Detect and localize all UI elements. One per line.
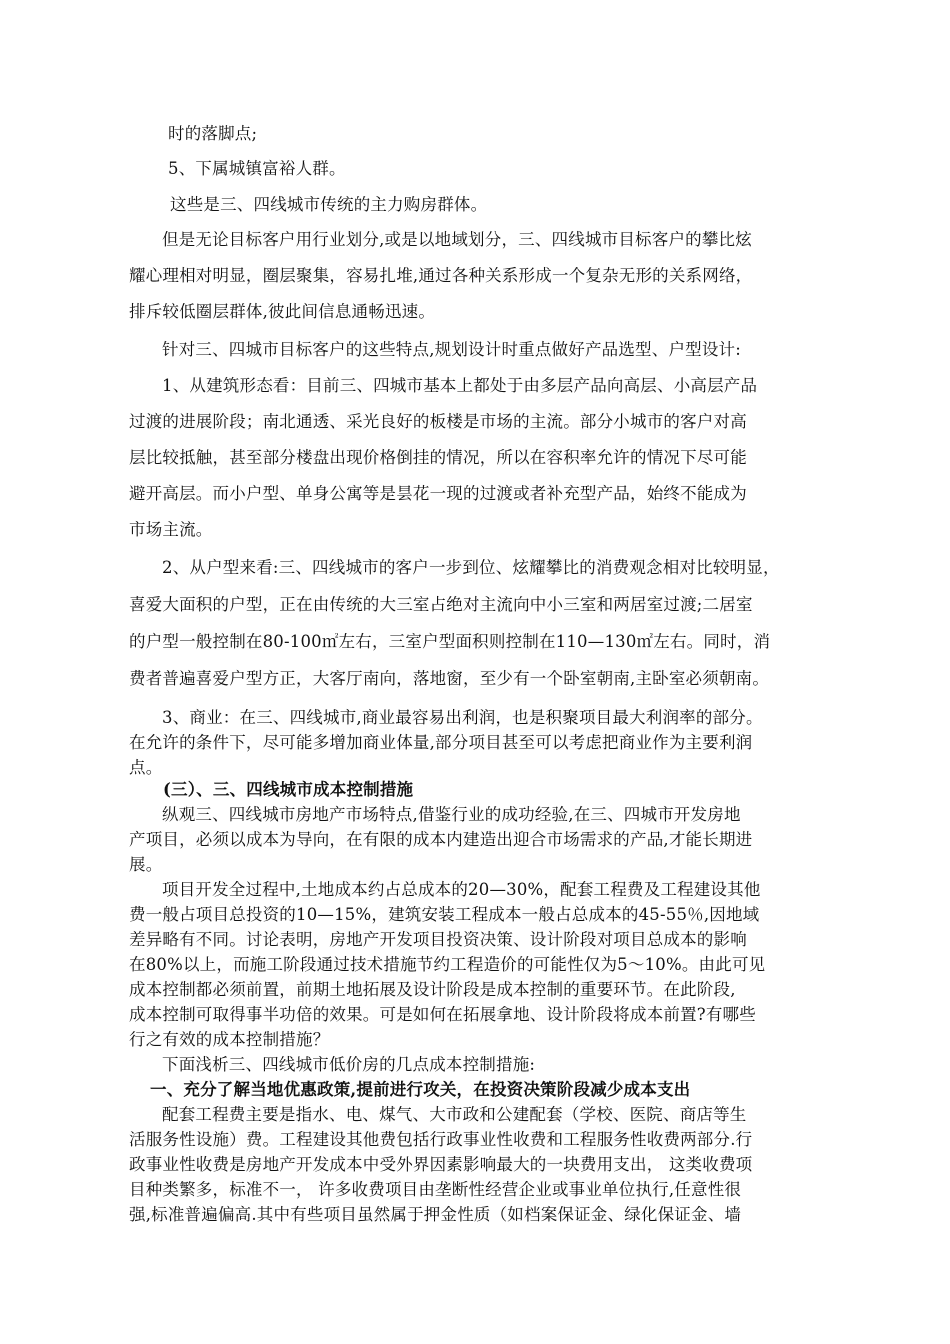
text-line: 成本控制都必须前置，前期土地拓展及设计阶段是成本控制的重要环节。在此阶段,	[129, 980, 736, 999]
text-line: 费者普遍喜爱户型方正，大客厅南向，落地窗，至少有一个卧室朝南,主卧室必须朝南。	[129, 669, 770, 688]
text-line: 过渡的进展阶段；南北通透、采光良好的板楼是市场的主流。部分小城市的客户对高	[129, 412, 747, 431]
text-line: 差异略有不同。讨论表明，房地产开发项目投资决策、设计阶段对项目总成本的影响	[129, 930, 747, 949]
text-line: 5、下属城镇富裕人群。	[168, 159, 346, 178]
text-line: 避开高层。而小户型、单身公寓等是昙花一现的过渡或者补充型产品，始终不能成为	[129, 484, 747, 503]
section-heading: 一、充分了解当地优惠政策,提前进行攻关，在投资决策阶段减少成本支出	[150, 1080, 691, 1099]
text-line: 针对三、四城市目标客户的这些特点,规划设计时重点做好产品选型、户型设计:	[162, 340, 742, 359]
text-line: 项目开发全过程中,土地成本约占总成本的20—30%，配套工程费及工程建设其他	[162, 880, 761, 899]
text-line: 的户型一般控制在80-100㎡左右，三室户型面积则控制在110—130㎡左右。同时，消	[129, 632, 771, 651]
text-line: 纵观三、四线城市房地产市场特点,借鉴行业的成功经验,在三、四城市开发房地	[162, 805, 741, 824]
text-line: 2、从户型来看:三、四线城市的客户一步到位、炫耀攀比的消费观念相对比较明显，	[162, 558, 780, 577]
text-line: 目种类繁多，标准不一， 许多收费项目由垄断性经营企业或事业单位执行,任意性很	[129, 1180, 742, 1199]
text-line: 市场主流。	[129, 520, 213, 539]
text-line: 层比较抵触，甚至部分楼盘出现价格倒挂的情况，所以在容积率允许的情况下尽可能	[129, 448, 747, 467]
text-line: 活服务性设施）费。工程建设其他费包括行政事业性收费和工程服务性收费两部分.行	[129, 1130, 753, 1149]
text-line: 产项目，必须以成本为导向，在有限的成本内建造出迎合市场需求的产品,才能长期进	[129, 830, 753, 849]
text-line: 费一般占项目总投资的10—15%，建筑安装工程成本一般占总成本的45-55％,因地域	[129, 905, 760, 924]
text-line: 1、从建筑形态看：目前三、四城市基本上都处于由多层产品向高层、小高层产品	[162, 376, 758, 395]
text-line: 在允许的条件下，尽可能多增加商业体量,部分项目甚至可以考虑把商业作为主要利润	[129, 733, 753, 752]
text-line: 排斥较低圈层群体,彼此间信息通畅迅速。	[129, 302, 436, 321]
section-heading: (三）、三、四线城市成本控制措施	[163, 780, 414, 799]
text-line: 耀心理相对明显，圈层聚集，容易扎堆,通过各种关系形成一个复杂无形的关系网络，	[129, 266, 753, 285]
text-line: 喜爱大面积的户型，正在由传统的大三室占绝对主流向中小三室和两居室过渡;二居室	[129, 595, 753, 614]
text-line: 配套工程费主要是指水、电、煤气、大市政和公建配套（学校、医院、商店等生	[162, 1105, 747, 1124]
text-line: 行之有效的成本控制措施？	[129, 1030, 330, 1049]
text-line: 3、商业：在三、四线城市,商业最容易出利润，也是积聚项目最大利润率的部分。	[162, 708, 763, 727]
text-line: 强,标准普遍偏高.其中有些项目虽然属于押金性质（如档案保证金、绿化保证金、墙	[129, 1205, 742, 1224]
text-line: 成本控制可取得事半功倍的效果。可是如何在拓展拿地、设计阶段将成本前置?有哪些	[129, 1005, 756, 1024]
text-line: 这些是三、四线城市传统的主力购房群体。	[170, 195, 488, 214]
text-line: 展。	[129, 855, 163, 874]
text-line: 点。	[129, 758, 163, 777]
text-line: 时的落脚点;	[168, 124, 258, 143]
text-line: 但是无论目标客户用行业划分,或是以地域划分，三、四线城市目标客户的攀比炫	[162, 230, 752, 249]
text-line: 在80%以上，而施工阶段通过技术措施节约工程造价的可能性仅为5～10%。由此可见	[129, 955, 766, 974]
text-line: 下面浅析三、四线城市低价房的几点成本控制措施:	[162, 1055, 536, 1074]
text-line: 政事业性收费是房地产开发成本中受外界因素影响最大的一块费用支出， 这类收费项	[129, 1155, 753, 1174]
